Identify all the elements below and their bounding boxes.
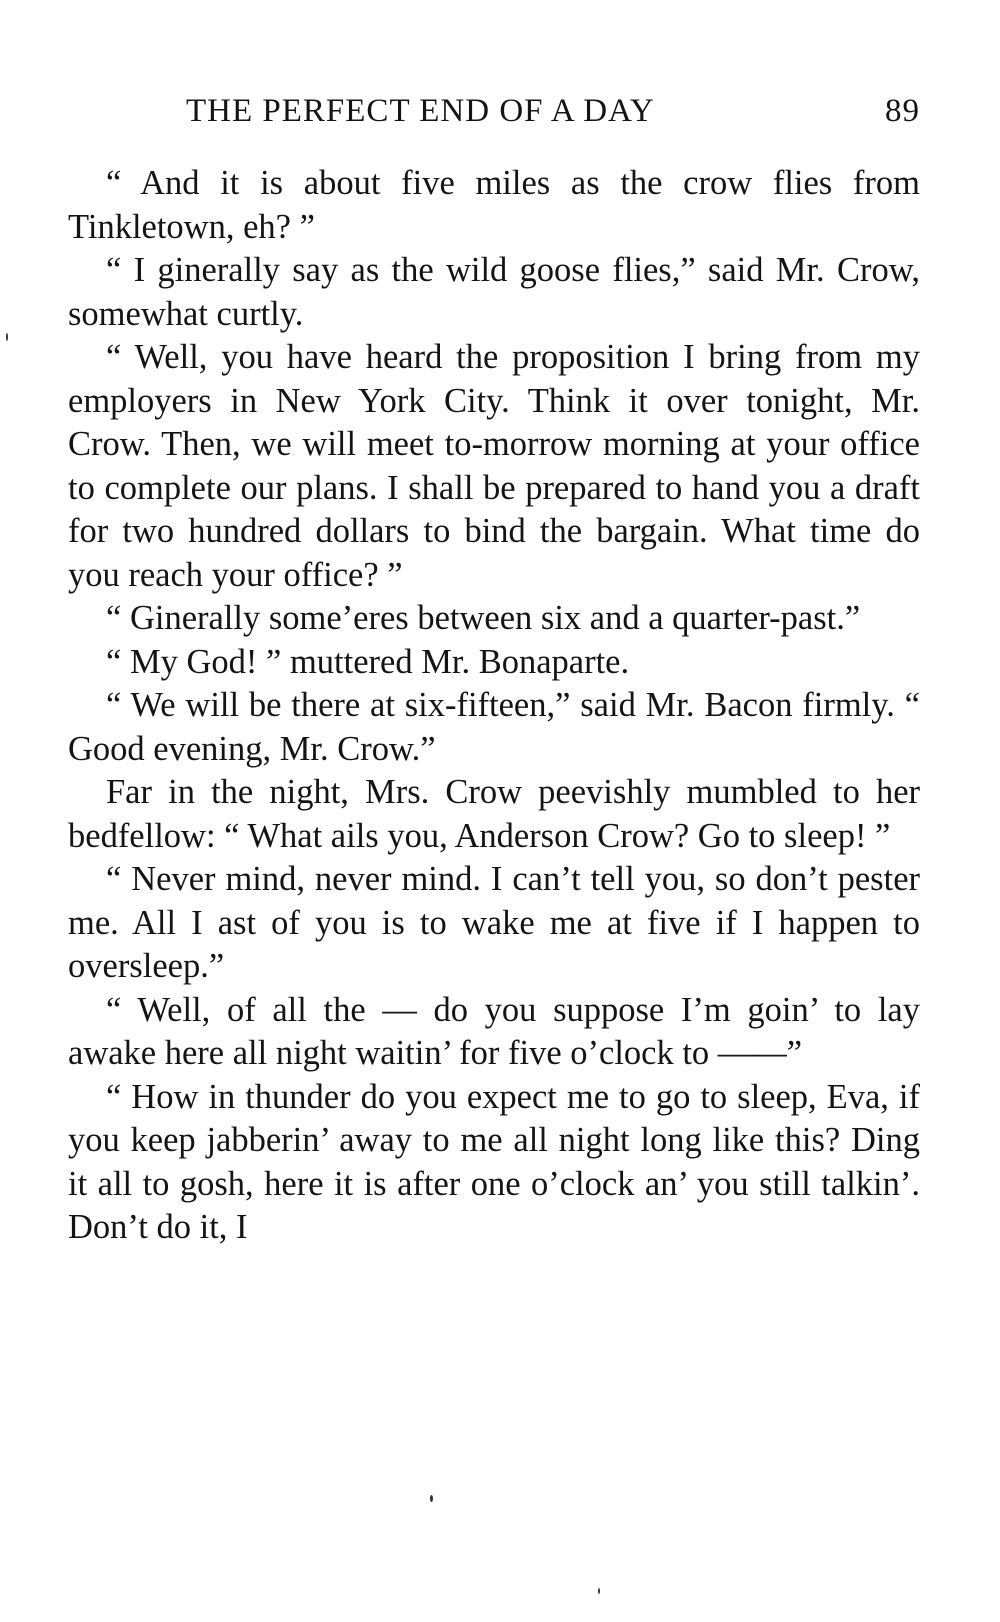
scan-speck <box>430 1495 433 1502</box>
paragraph: “ We will be there at six-fifteen,” said Mr. Bacon firmly. “ Good evening, Mr. Crow.” <box>68 686 920 768</box>
scan-speck <box>6 333 8 341</box>
paragraph: “ Well, of all the — do you suppose I’m goin’ to lay awake here all night waitin’ for five o’clock to ——” <box>68 990 920 1072</box>
paragraph: “ How in thunder do you expect me to go to sleep, Eva, if you keep jabberin’ away to me all night long like this? Ding it all to gosh, here it is after one o’clock an’ you still talkin’. Don’t do it, I <box>68 1077 920 1246</box>
paragraph: “ And it is about five miles as the crow flies from Tinkletown, eh? ” <box>68 164 920 246</box>
paragraph: Far in the night, Mrs. Crow peevishly mumbled to her bedfellow: “ What ails you, Anderson Crow? Go to sleep! ” <box>68 773 920 855</box>
paragraph: “ Never mind, never mind. I can’t tell you, so don’t pester me. All I ast of you is to wake me at five if I happen to oversleep.” <box>68 860 920 985</box>
page-number: 89 <box>885 93 920 129</box>
paragraph: “ Well, you have heard the proposition I bring from my employers in New York City. Think it over tonight, Mr. Crow. Then, we will meet to-morrow morning at your office to complete our plans. I shall be prepared to hand you a draft for two hundred dollars to bind the bargain. What time do you reach your office? ” <box>68 338 920 594</box>
body-text <box>68 162 920 1250</box>
paragraph: “ Ginerally some’eres between six and a quarter-past.” <box>106 599 861 637</box>
paragraph: “ My God! ” muttered Mr. Bonaparte. <box>106 642 630 681</box>
running-head <box>186 93 920 137</box>
scan-speck <box>598 1588 600 1594</box>
running-title: THE PERFECT END OF A DAY <box>186 93 655 129</box>
paragraph: “ I ginerally say as the wild goose flies,” said Mr. Crow, somewhat curtly. <box>68 251 920 333</box>
